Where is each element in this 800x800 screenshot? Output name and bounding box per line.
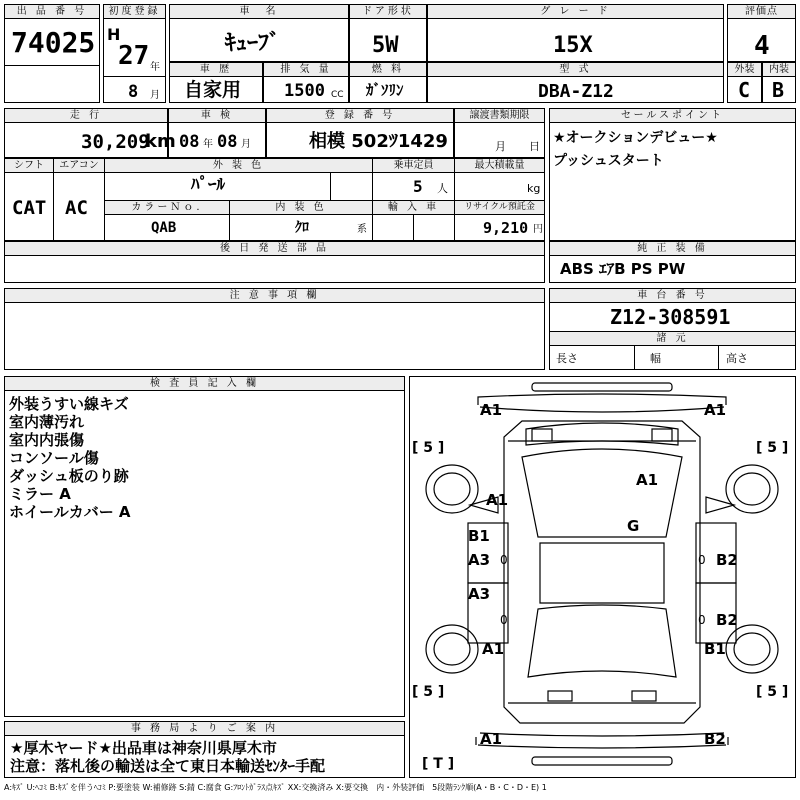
mileage-unit: km xyxy=(145,131,176,152)
tire-tread: [ 5 ] xyxy=(756,684,789,700)
damage-mark: A3 xyxy=(468,551,491,569)
damage-mark: A3 xyxy=(468,585,491,603)
spare-tire: [ T ] xyxy=(422,756,455,772)
grade-cell xyxy=(427,4,724,62)
name-label: 車 名 xyxy=(170,5,348,19)
car-name-cell xyxy=(169,4,349,62)
history-label: 車 歴 xyxy=(170,63,262,77)
office-line-1: ★厚木ヤード★出品車は神奈川県厚木市 xyxy=(10,739,277,757)
displacement: 1500 xyxy=(284,81,325,101)
color-number: QAB xyxy=(151,220,177,236)
spec-block xyxy=(4,158,545,241)
int-label: 内装 xyxy=(763,63,795,77)
intcolor-unit: 系 xyxy=(357,224,367,235)
int-grade-cell xyxy=(762,62,796,103)
mileage: 30,209 xyxy=(81,131,150,153)
damage-mark: A1 xyxy=(482,640,505,658)
later-parts-cell xyxy=(4,241,545,283)
inspector-note: 外装うすい線キズ xyxy=(9,395,129,413)
seats-unit: 人 xyxy=(437,182,448,195)
damage-mark: A1 xyxy=(636,471,659,489)
fuel: ｶﾞｿﾘﾝ xyxy=(366,81,404,99)
transfer-cell xyxy=(454,108,545,158)
notes-label: 注 意 事 項 欄 xyxy=(5,289,544,303)
first-reg-label: 初度登録 xyxy=(104,5,165,19)
sales-line-2: プッシュスタート xyxy=(553,153,664,169)
reg-year: 27 xyxy=(118,41,150,71)
damage-mark: A1 xyxy=(704,401,727,419)
year-unit: 年 xyxy=(150,62,160,73)
model-code: DBA-Z12 xyxy=(538,81,614,102)
damage-mark: G xyxy=(627,517,640,535)
mileage-label: 走 行 xyxy=(5,109,167,123)
grade: 15X xyxy=(553,33,593,58)
seats: 5 xyxy=(413,177,423,196)
int-grade: B xyxy=(772,78,785,102)
lot-label: 出 品 番 号 xyxy=(5,5,99,19)
color-label: 外 装 色 xyxy=(105,159,372,173)
interior-color: ｸﾛ xyxy=(295,220,309,236)
inspector-label: 検 査 員 記 入 欄 xyxy=(5,377,404,391)
specs-label: 諸 元 xyxy=(550,331,795,346)
door-handle-mark: 0 xyxy=(500,553,508,567)
door-label: ドア形状 xyxy=(350,5,426,19)
damage-mark: B1 xyxy=(468,527,490,545)
inspect-label: 車 検 xyxy=(169,109,265,123)
length-label: 長さ xyxy=(556,352,578,365)
load-unit: kg xyxy=(527,182,541,195)
inspection-cell xyxy=(168,108,266,158)
fuel-label: 燃 料 xyxy=(350,63,426,77)
inspector-note: 室内薄汚れ xyxy=(9,413,85,431)
displacement-cell xyxy=(263,62,349,103)
lot-number: 74025 xyxy=(11,26,96,59)
inspector-note: ホイールカバー A xyxy=(9,503,131,521)
car-name: ｷｭｰﾌﾞ xyxy=(225,31,281,56)
inspect-year: 08 xyxy=(179,132,200,152)
intcolor-label: 内 装 色 xyxy=(230,201,372,215)
office-cell xyxy=(4,721,405,778)
office-label: 事 務 局 よ り ご 案 内 xyxy=(5,722,404,736)
office-line-2: 注意：落札後の輸送は全て東日本輸送ｾﾝﾀｰ手配 xyxy=(10,757,326,775)
chassis-label: 車 台 番 号 xyxy=(550,289,795,303)
door-handle-mark: 0 xyxy=(698,553,706,567)
history: 自家用 xyxy=(184,79,242,101)
sales-line-1: ★オークションデビュー★ xyxy=(553,130,718,146)
body-color: ﾊﾟｰﾙ xyxy=(191,175,225,195)
model-cell xyxy=(427,62,724,103)
damage-mark: B1 xyxy=(704,640,726,658)
model-label: 型 式 xyxy=(428,63,723,77)
ac: AC xyxy=(65,197,88,219)
disp-label: 排 気 量 xyxy=(264,63,348,77)
plate-number: 相模 502ﾂ1429 xyxy=(309,131,448,152)
ext-grade-cell xyxy=(727,62,762,103)
score: 4 xyxy=(754,31,770,61)
tire-tread: [ 5 ] xyxy=(412,684,445,700)
recycle-unit: 円 xyxy=(533,224,543,235)
later-parts-label: 後 日 発 送 部 品 xyxy=(5,242,544,256)
disp-unit: CC xyxy=(331,90,344,100)
door-handle-mark: 0 xyxy=(500,613,508,627)
inspector-note: コンソール傷 xyxy=(9,449,99,467)
ac-label: エアコン xyxy=(54,159,104,173)
recycle-fee: 9,210 xyxy=(483,219,529,237)
legend: A:ｷｽﾞ U:ﾍｺﾐ B:ｷｽﾞを伴うﾍｺﾐ P:要塗装 W:補修跡 S:錆 C:腐食 G:ﾌﾛﾝﾄｶﾞﾗｽ点ｷｽﾞ XX:交換済み X:要交換 内・外装評価 5段階ﾗﾝｸ順(A・B・C・D・E) 1 xyxy=(4,783,547,792)
colorno-label: カラーＮｏ. xyxy=(105,201,229,215)
inspector-note: ダッシュ板のり跡 xyxy=(9,467,129,485)
era: H xyxy=(107,25,121,44)
shift-label: シフト xyxy=(5,159,53,173)
transfer-day: 日 xyxy=(529,140,540,153)
door-type: 5W xyxy=(372,33,399,58)
shift: CAT xyxy=(12,197,47,219)
damage-mark: B2 xyxy=(704,730,726,748)
transfer-label: 譲渡書類期限 xyxy=(455,109,544,123)
inspect-year-unit: 年 xyxy=(203,139,213,150)
inspect-month-unit: 月 xyxy=(241,139,251,150)
score-label: 評価点 xyxy=(728,5,795,19)
tire-tread: [ 5 ] xyxy=(412,440,445,456)
reg-month: 8 xyxy=(128,82,139,102)
height-label: 高さ xyxy=(726,352,748,365)
ext-label: 外装 xyxy=(728,63,761,77)
damage-mark: A1 xyxy=(486,491,509,509)
notes-cell xyxy=(4,288,545,370)
sales-label: セールスポイント xyxy=(550,109,795,123)
ext-grade: C xyxy=(738,78,751,102)
chassis-number: Z12-308591 xyxy=(610,305,731,329)
plate-cell xyxy=(266,108,454,158)
inspect-month: 08 xyxy=(217,132,238,152)
plate-label: 登 録 番 号 xyxy=(267,109,453,123)
door-handle-mark: 0 xyxy=(698,613,706,627)
inspector-cell xyxy=(4,376,405,717)
lot-cell xyxy=(4,4,100,103)
width-label: 幅 xyxy=(650,352,661,365)
sales-points-cell xyxy=(549,108,796,241)
seats-label: 乗車定員 xyxy=(373,159,454,173)
damage-mark: A1 xyxy=(480,401,503,419)
history-cell xyxy=(169,62,263,103)
grade-label: グ レ ー ド xyxy=(428,5,723,19)
recycle-label: リサイクル預託金 xyxy=(455,201,544,215)
inspector-notes xyxy=(9,395,131,521)
month-unit: 月 xyxy=(150,90,160,101)
car-outline-svg xyxy=(410,377,795,777)
damage-mark: A1 xyxy=(480,730,503,748)
inspector-note: 室内内張傷 xyxy=(9,431,85,449)
load-label: 最大積載量 xyxy=(455,159,544,173)
tire-tread: [ 5 ] xyxy=(756,440,789,456)
genuine-label: 純 正 装 備 xyxy=(550,242,795,256)
car-diagram xyxy=(409,376,796,778)
genuine-cell xyxy=(549,241,796,283)
import-label: 輸 入 車 xyxy=(373,201,454,215)
damage-mark: B2 xyxy=(716,551,738,569)
transfer-month: 月 xyxy=(495,140,506,153)
score-cell xyxy=(727,4,796,62)
inspector-note: ミラー A xyxy=(9,485,71,503)
first-registration-cell xyxy=(103,4,166,103)
genuine-equipment: ABS ｴｱB PS PW xyxy=(560,260,686,278)
door-cell xyxy=(349,4,427,62)
mileage-cell xyxy=(4,108,176,158)
fuel-cell xyxy=(349,62,427,103)
chassis-cell xyxy=(549,288,796,370)
damage-mark: B2 xyxy=(716,611,738,629)
